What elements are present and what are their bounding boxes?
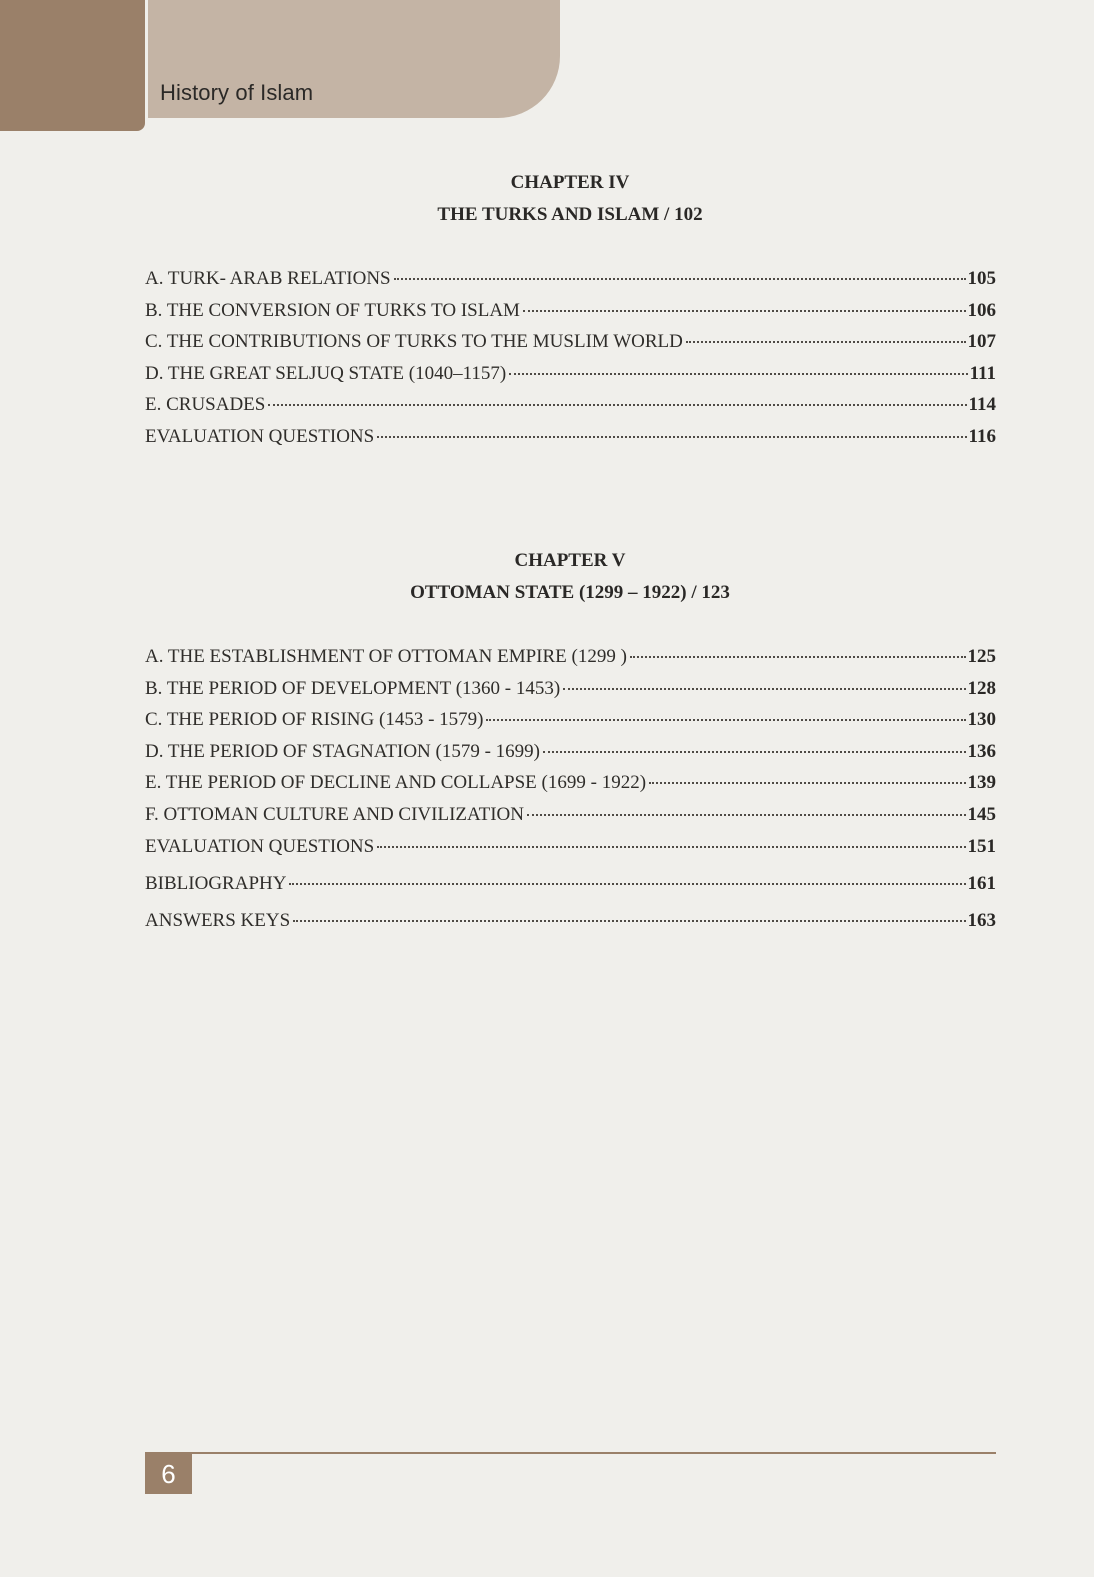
chapter-4-toc — [145, 263, 996, 453]
toc-entry-title: A. THE ESTABLISHMENT OF OTTOMAN EMPIRE (1299 ) — [145, 646, 627, 667]
toc-leader-dots — [486, 719, 965, 721]
toc-entry-title: F. OTTOMAN CULTURE AND CIVILIZATION — [145, 803, 524, 825]
toc-entry-page: 107 — [967, 331, 996, 353]
toc-entry-title: C. THE PERIOD OF RISING (1453 - 1579) — [145, 709, 484, 731]
toc-entry-title: C. THE CONTRIBUTIONS OF TURKS TO THE MUSLIM WORLD — [145, 331, 683, 353]
toc-entry-title: D. THE PERIOD OF STAGNATION (1579 - 1699) — [145, 740, 541, 762]
toc-entry-title: D. THE GREAT SELJUQ STATE (1040–1157) — [145, 362, 507, 384]
book-title: History of Islam — [160, 80, 314, 105]
toc-entry-title: EVALUATION QUESTIONS — [145, 835, 375, 857]
toc-entry-page: 136 — [967, 740, 996, 762]
toc-entry-page: 145 — [967, 803, 996, 825]
chapter-5-title: OTTOMAN STATE (1299 – 1922) / 123 — [410, 582, 730, 603]
toc-entry[interactable] — [145, 295, 996, 327]
toc-entry-page: 105 — [967, 268, 996, 289]
toc-leader-dots — [543, 751, 965, 753]
toc-entry-page: 114 — [968, 394, 996, 416]
toc-entry-title: B. THE PERIOD OF DEVELOPMENT (1360 - 1453) — [145, 677, 561, 699]
page-number: 6 — [145, 1454, 192, 1494]
toc-entry-title: BIBLIOGRAPHY — [145, 873, 287, 894]
toc-leader-dots — [686, 341, 966, 343]
toc-entry-page: 106 — [967, 299, 996, 321]
toc-entry-page: 125 — [967, 646, 996, 667]
toc-leader-dots — [509, 373, 967, 375]
chapter-5-label: CHAPTER V — [514, 550, 626, 571]
toc-entry[interactable] — [145, 358, 996, 390]
header-tab-dark — [0, 0, 145, 131]
toc-entry-page: 139 — [967, 772, 996, 794]
toc-entry[interactable] — [145, 263, 996, 295]
toc-leader-dots — [377, 846, 965, 848]
toc-leader-dots — [289, 883, 965, 885]
chapter-4-label: CHAPTER IV — [510, 172, 630, 193]
toc-entry-title: EVALUATION QUESTIONS — [145, 425, 375, 447]
toc-entry-page: 161 — [967, 873, 996, 894]
toc-leader-dots — [630, 656, 966, 658]
toc-entry[interactable] — [145, 641, 996, 673]
toc-entry-page: 130 — [967, 709, 996, 731]
toc-entry[interactable] — [145, 767, 996, 799]
toc-entry-title: E. CRUSADES — [145, 394, 266, 416]
chapter-4-title: THE TURKS AND ISLAM / 102 — [437, 204, 703, 225]
toc-entry[interactable] — [145, 389, 996, 421]
toc-entry-page: 116 — [968, 425, 996, 447]
toc-leader-dots — [523, 310, 966, 312]
toc-entry-title: E. THE PERIOD OF DECLINE AND COLLAPSE (1699 - 1922) — [145, 772, 647, 794]
toc-entry-title: ANSWERS KEYS — [145, 910, 291, 931]
chapter-5-toc — [145, 641, 996, 862]
footer-rule — [145, 1452, 996, 1454]
toc-leader-dots — [293, 920, 965, 922]
toc-entry[interactable] — [145, 421, 996, 453]
toc-entry-bibliography[interactable] — [145, 872, 996, 909]
toc-leader-dots — [268, 404, 966, 406]
toc-entry-title: A. TURK- ARAB RELATIONS — [145, 268, 391, 289]
toc-entry-page: 151 — [967, 835, 996, 857]
toc-entry[interactable] — [145, 326, 996, 358]
toc-entry[interactable] — [145, 736, 996, 768]
toc-entry-answers-keys[interactable] — [145, 909, 996, 946]
toc-entry[interactable] — [145, 704, 996, 736]
toc-leader-dots — [527, 814, 966, 816]
toc-leader-dots — [394, 278, 966, 280]
toc-entry-title: B. THE CONVERSION OF TURKS TO ISLAM — [145, 299, 520, 321]
toc-entry[interactable] — [145, 831, 996, 863]
toc-leader-dots — [563, 688, 965, 690]
toc-entry-page: 163 — [967, 910, 996, 931]
back-matter-toc — [145, 872, 996, 946]
toc-entry[interactable] — [145, 673, 996, 705]
toc-leader-dots — [377, 436, 966, 438]
toc-entry[interactable] — [145, 799, 996, 831]
toc-leader-dots — [649, 782, 965, 784]
toc-entry-page: 111 — [969, 362, 996, 384]
toc-entry-page: 128 — [967, 677, 996, 699]
